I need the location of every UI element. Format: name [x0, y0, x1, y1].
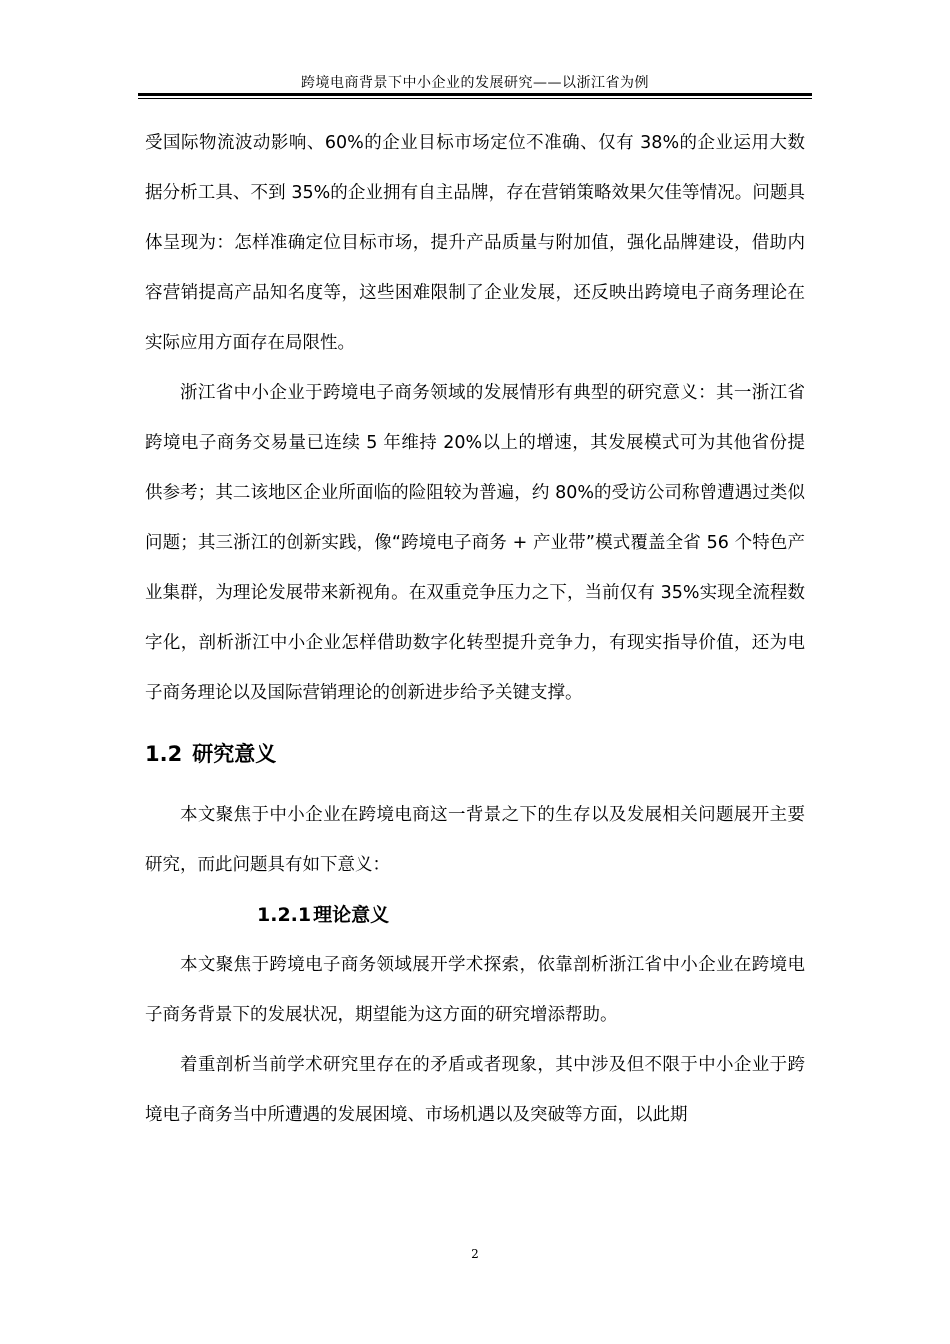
- body-paragraph-zhejiang-significance: 浙江省中小企业于跨境电子商务领域的发展情形有典型的研究意义：其一浙江省跨境电子商务交易量已连续 5 年维持 20%以上的增速，其发展模式可为其他省份提供参考；其二该地区企业所面临的险阻较为普遍，约 80%的受访公司称曾遭遇过类似问题；其三浙江的创新实践，像“跨境电子商务 + 产业带”模式覆盖全省 56 个特色产业集群，为理论发展带来新视角。在双重竞争压力之下，当前仅有 35%实现全流程数字化，剖析浙江中小企业怎样借助数字化转型提升竞争力，有现实指导价值，还为电子商务理论以及国际营销理论的创新进步给予关键支撑。: [145, 383, 805, 703]
- body-paragraph-continued: 受国际物流波动影响、60%的企业目标市场定位不准确、仅有 38%的企业运用大数据分析工具、不到 35%的企业拥有自主品牌，存在营销策略效果欠佳等情况。问题具体呈现为：怎样准确定位目标市场，提升产品质量与附加值，强化品牌建设，借助内容营销提高产品知名度等，这些困难限制了企业发展，还反映出跨境电子商务理论在实际应用方面存在局限性。: [145, 133, 805, 353]
- page-number: 2: [471, 1247, 479, 1261]
- section-title: 研究意义: [192, 742, 277, 766]
- subsection-title: 理论意义: [313, 904, 390, 926]
- subsection-number: 1.2.1: [257, 904, 312, 926]
- section-number: 1.2: [145, 742, 183, 766]
- subsection-heading: [145, 890, 805, 940]
- section-heading: [145, 724, 805, 784]
- header-rule-thick: [138, 93, 812, 96]
- body-paragraph-theory-2: 着重剖析当前学术研究里存在的矛盾或者现象，其中涉及但不限于中小企业于跨境电子商务当中所遭遇的发展困境、市场机遇以及突破等方面，以此期: [145, 1055, 805, 1125]
- page-body: [145, 118, 805, 1140]
- body-paragraph-theory-1: 本文聚焦于跨境电子商务领域展开学术探索，依靠剖析浙江省中小企业在跨境电子商务背景下的发展状况，期望能为这方面的研究增添帮助。: [145, 955, 805, 1025]
- running-header-title: 跨境电商背景下中小企业的发展研究——以浙江省为例: [301, 75, 649, 91]
- body-paragraph-intro: 本文聚焦于中小企业在跨境电商这一背景之下的生存以及发展相关问题展开主要研究，而此问题具有如下意义：: [145, 805, 805, 875]
- header-rule-thin: [138, 98, 812, 99]
